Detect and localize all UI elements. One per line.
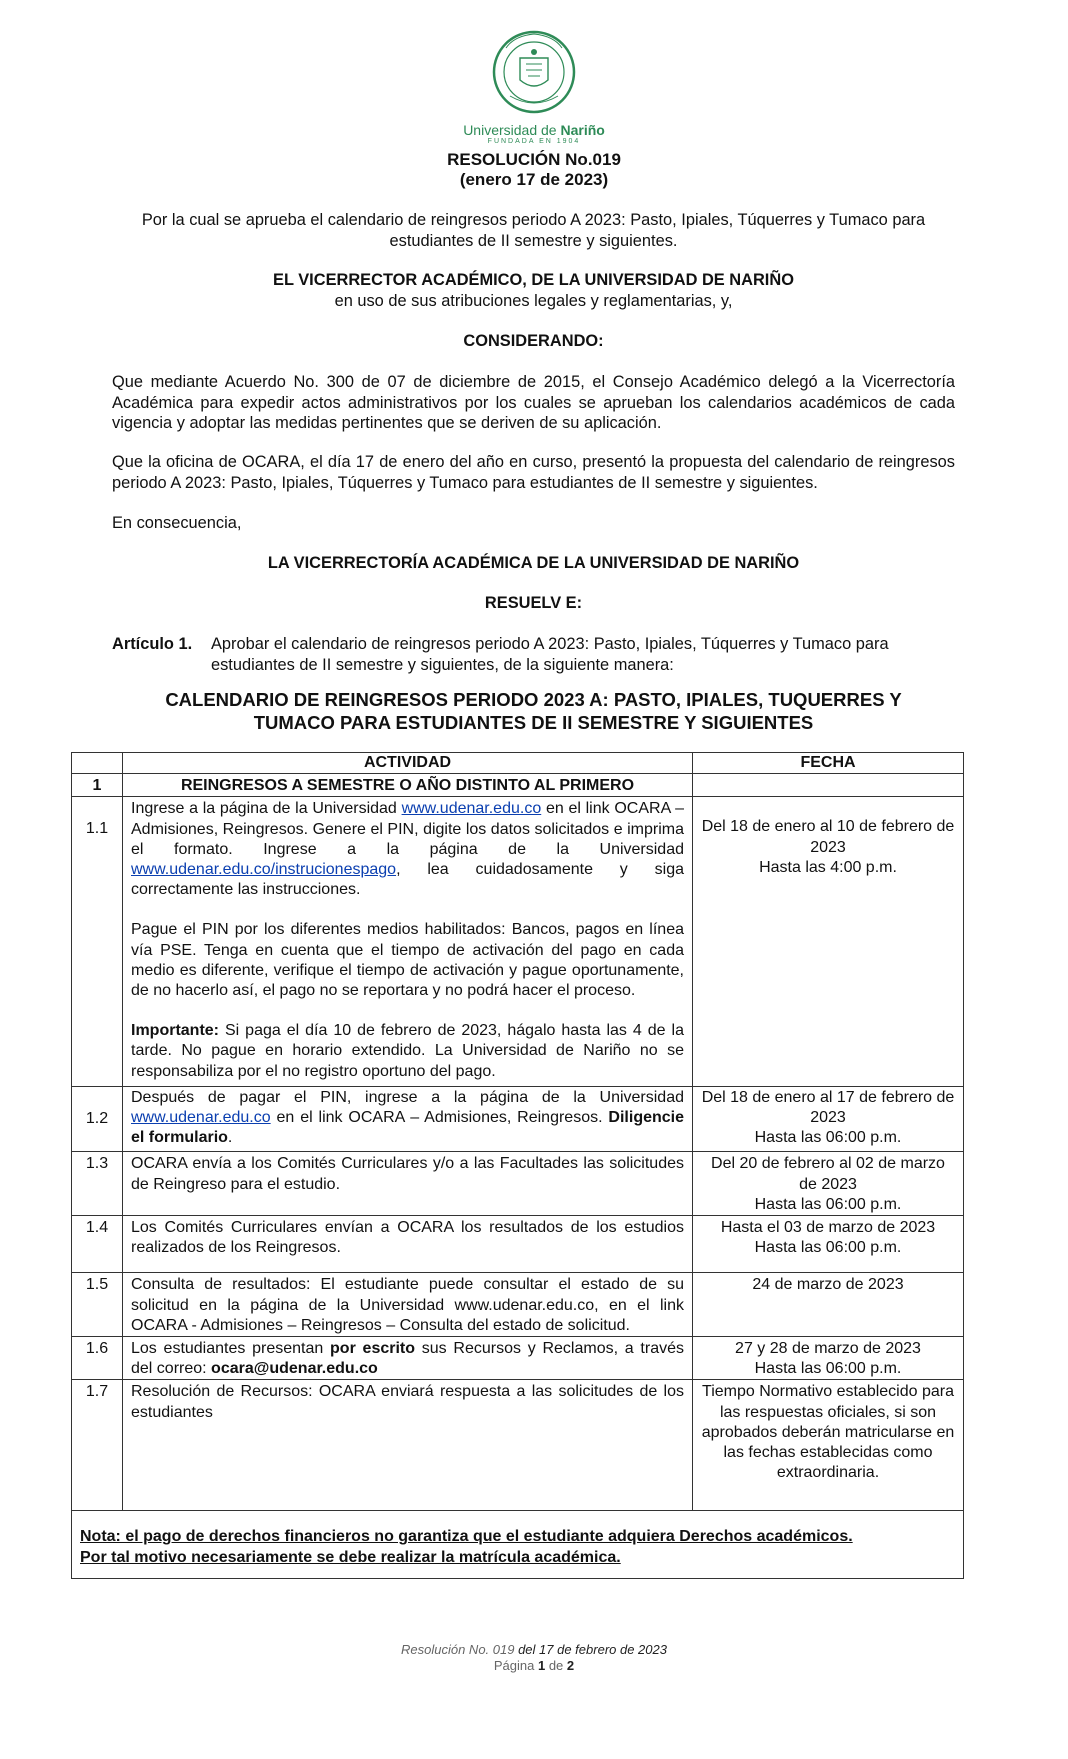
section-date-cell	[693, 774, 964, 797]
date-range: Del 20 de febrero al 02 de marzo de 2023	[711, 1155, 945, 1193]
row-number: 1.3	[72, 1152, 123, 1216]
section-num: 1	[72, 774, 123, 797]
table-row	[72, 1273, 964, 1337]
table-row	[72, 1152, 964, 1216]
considerando-paragraph-3: En consecuencia,	[112, 514, 242, 532]
activity-text: .	[227, 1129, 233, 1147]
row-number: 1.6	[72, 1337, 123, 1380]
footer-resolution-label: Resolución No. 019	[401, 1642, 519, 1657]
table-row	[72, 1337, 964, 1380]
activity-text: Ingrese a la página de la Universidad	[131, 800, 402, 818]
date-range: 27 y 28 de marzo de 2023	[735, 1340, 921, 1358]
date-range: Del 18 de enero al 17 de febrero de 2023	[701, 1088, 955, 1127]
header-date: FECHA	[693, 753, 964, 774]
resolves-title: RESUELV E:	[484, 594, 583, 612]
activity-paragraph-1	[131, 799, 684, 900]
page-total: 2	[566, 1658, 575, 1673]
row-number: 1.4	[72, 1216, 123, 1273]
activity-bold-text: Diligencie el formulario	[131, 1109, 684, 1147]
university-founded: FUNDADA EN 1904	[487, 138, 581, 145]
activity-text: Después de pagar el PIN, ingrese a la página de la Universidad	[131, 1088, 684, 1106]
considerando-paragraph-2: Que la oficina de OCARA, el día 17 de enero del año en curso, presentó la propuesta del calendario de reingresos periodo A 2023: Pasto, Ipiales, Túquerres y Tumaco para estudiantes de II semestre y siguientes.	[112, 453, 955, 492]
footer-page-number	[100, 1658, 968, 1674]
activity-text: Los estudiantes presentan	[131, 1340, 331, 1358]
footer-resolution-date: del 17 de febrero de 2023	[518, 1642, 667, 1657]
date-time: Hasta las 06:00 p.m.	[754, 1360, 902, 1378]
article-text	[211, 634, 955, 675]
row-activity	[123, 1337, 693, 1380]
resolution-title: RESOLUCIÓN No.019	[447, 150, 621, 169]
table-row	[72, 797, 964, 1086]
page-current: 1	[537, 1658, 546, 1673]
university-seal-logo	[484, 28, 584, 120]
table-row	[72, 1086, 964, 1152]
page-of: de	[545, 1658, 567, 1673]
resolution-date: (enero 17 de 2023)	[459, 170, 609, 189]
considerando-title: CONSIDERANDO:	[463, 332, 604, 350]
row-date	[693, 1152, 964, 1216]
activity-text: , lea cuidadosamente y siga correctamente las instrucciones.	[131, 861, 684, 899]
calendar-title	[112, 688, 955, 734]
note-cell	[72, 1511, 964, 1579]
row-number: 1.7	[72, 1380, 123, 1511]
footer-resolution	[100, 1642, 968, 1658]
article-label: Artículo 1.	[112, 635, 193, 653]
table-row	[72, 1380, 964, 1511]
activity-text: en el link OCARA – Admisiones, Reingresos. Genere el PIN, digite los datos solicitados e imprima el formato. Ingrese a la página de la Universidad	[131, 800, 684, 858]
date-range: Hasta el 03 de marzo de 2023	[720, 1219, 936, 1237]
calendar-table	[71, 752, 964, 1579]
row-activity: OCARA envía a los Comités Curriculares y/o a las Facultades las solicitudes de Reingreso para el estudio.	[123, 1152, 693, 1216]
date-time: Hasta las 06:00 p.m.	[754, 1129, 902, 1147]
row-activity: Resolución de Recursos: OCARA enviará respuesta a las solicitudes de los estudiantes	[123, 1380, 693, 1511]
date-time: Hasta las 4:00 p.m.	[759, 858, 897, 876]
row-number: 1.1	[72, 797, 123, 1086]
header-activity: ACTIVIDAD	[123, 753, 693, 774]
row-date	[693, 1337, 964, 1380]
table-row	[72, 1216, 964, 1273]
row-date	[693, 1086, 964, 1152]
university-name: Universidad de Nariño	[463, 122, 605, 138]
activity-bold-text: por escrito	[330, 1340, 416, 1358]
activity-text: en el link OCARA – Admisiones, Reingresos.	[270, 1109, 609, 1127]
row-activity	[123, 1086, 693, 1152]
section-title: REINGRESOS A SEMESTRE O AÑO DISTINTO AL PRIMERO	[123, 774, 693, 797]
row-date	[693, 1216, 964, 1273]
header-num-cell	[72, 753, 123, 774]
activity-paragraph-3	[131, 1021, 684, 1082]
section-row	[72, 774, 964, 797]
row-activity	[123, 797, 693, 1086]
row-activity: Los Comités Curriculares envían a OCARA los resultados de los estudios realizados de los Reingresos.	[123, 1216, 693, 1273]
table-header-row	[72, 753, 964, 774]
resolves-body: LA VICERRECTORÍA ACADÉMICA DE LA UNIVERSIDAD DE NARIÑO	[267, 554, 800, 572]
activity-text: sus Recursos y Reclamos, a través del correo:	[131, 1340, 684, 1378]
activity-paragraph-2: Pague el PIN por los diferentes medios habilitados: Bancos, pagos en línea vía PSE. Tenga en cuenta que el tiempo de activación del pago en cada medio es diferente, verifique el tiempo de activación y pague oportunamente, de no hacerlo así, el pago no se reportara y no podrá hacer el proceso.	[131, 921, 684, 1000]
university-link[interactable]: www.udenar.edu.co	[131, 1109, 271, 1127]
date-range: 24 de marzo de 2023	[752, 1276, 904, 1294]
note-line-2: Por tal motivo necesariamente se debe realizar la matrícula académica.	[80, 1548, 621, 1566]
authority-subtitle: en uso de sus atribuciones legales y reglamentarias, y,	[334, 292, 733, 310]
calendar-title-line-1: CALENDARIO DE REINGRESOS PERIODO 2023 A: PASTO, IPIALES, TUQUERRES Y	[165, 689, 902, 710]
note-row	[72, 1511, 964, 1579]
row-activity: Consulta de resultados: El estudiante puede consultar el estado de su solicitud en la página de la Universidad www.udenar.edu.co, en el link OCARA - Admisiones – Reingresos – Consulta del estado de solicitud.	[123, 1273, 693, 1337]
considerando-paragraph-1: Que mediante Acuerdo No. 300 de 07 de diciembre de 2015, el Consejo Académico delegó a la Vicerrectoría Académica para expedir actos administrativos por los cuales se aprueban los calendarios académicos de cada vigencia y adoptar las medidas pertinentes que se deriven de su aplicación.	[112, 373, 955, 432]
date-time: Hasta las 06:00 p.m.	[754, 1195, 902, 1213]
row-number: 1.2	[72, 1086, 123, 1152]
note-line-1: Nota: el pago de derechos financieros no garantiza que el estudiante adquiera Derechos académicos.	[80, 1528, 853, 1546]
calendar-title-line-2: TUMACO PARA ESTUDIANTES DE II SEMESTRE Y SIGUIENTES	[253, 712, 814, 733]
activity-text: Si paga el día 10 de febrero de 2023, hágalo hasta las 4 de la tarde. No pague en horario extendido. La Universidad de Nariño no se responsabiliza por el no registro oportuno del pago.	[131, 1022, 684, 1080]
university-link[interactable]: www.udenar.edu.co	[401, 800, 542, 818]
article-text-line-1: Aprobar el calendario de reingresos periodo A 2023: Pasto, Ipiales, Túquerres y Tumaco para	[211, 635, 889, 653]
page-footer	[100, 1642, 968, 1674]
row-date: Tiempo Normativo establecido para las respuestas oficiales, si son aprobados deberán matricularse en las fechas establecidas como extraordinaria.	[693, 1380, 964, 1511]
date-time: Hasta las 06:00 p.m.	[754, 1239, 902, 1257]
row-date	[693, 797, 964, 1086]
row-date	[693, 1273, 964, 1337]
payment-instructions-link[interactable]: www.udenar.edu.co/instrucionespago	[131, 861, 397, 879]
email-address: ocara@udenar.edu.co	[211, 1360, 378, 1378]
article-text-line-2: estudiantes de II semestre y siguientes, de la siguiente manera:	[211, 655, 674, 674]
row-number: 1.5	[72, 1273, 123, 1337]
date-range: Del 18 de enero al 10 de febrero de 2023	[701, 818, 955, 856]
authority-title: EL VICERRECTOR ACADÉMICO, DE LA UNIVERSIDAD DE NARIÑO	[273, 271, 794, 289]
important-label: Importante:	[131, 1022, 219, 1040]
page-label: Página	[493, 1658, 538, 1673]
resolution-intro: Por la cual se aprueba el calendario de reingresos periodo A 2023: Pasto, Ipiales, Túquerres y Tumaco para estudiantes de II semestre y siguientes.	[141, 211, 926, 250]
